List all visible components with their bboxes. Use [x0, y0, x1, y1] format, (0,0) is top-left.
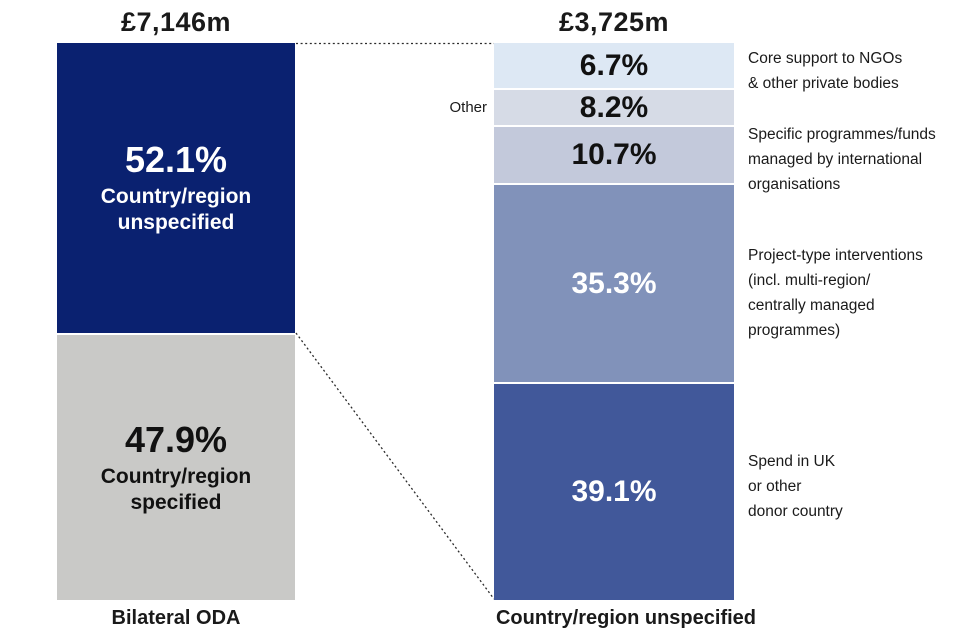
segment-label	[101, 184, 252, 236]
segment-percentage: 47.9%	[124, 418, 228, 460]
left-bar-total-label: £7,146m	[120, 7, 232, 37]
segment-label	[101, 464, 252, 516]
other-segment-label: Other	[449, 99, 487, 116]
segment-percentage: 52.1%	[124, 139, 228, 180]
annotation-line: Specific programmes/funds	[748, 126, 936, 143]
annotation-specific-programmes	[748, 122, 960, 197]
annotation-line: Core support to NGOs	[748, 50, 903, 67]
segment-label-line: unspecified	[117, 211, 235, 234]
segment-percentage: 39.1%	[571, 475, 657, 508]
right-bar-axis-label: Country/region unspecified	[495, 607, 757, 629]
segment-other	[494, 88, 734, 125]
segment-percentage: 10.7%	[571, 138, 657, 171]
connector-diagonal-line	[296, 333, 494, 599]
segment-specific-programmes	[494, 125, 734, 183]
annotation-project-type-interventions	[748, 243, 960, 343]
segment-core-support-ngos	[494, 43, 734, 88]
segment-percentage: 35.3%	[571, 266, 657, 300]
left-bar-axis-label: Bilateral ODA	[111, 607, 241, 629]
annotation-line: organisations	[748, 176, 841, 193]
segment-percentage: 6.7%	[579, 48, 649, 82]
right-bar-total-label: £3,725m	[558, 7, 670, 37]
annotation-line: centrally managed	[748, 297, 875, 314]
annotation-line: (incl. multi-region/	[748, 272, 871, 289]
segment-label-line: Country/region	[100, 464, 252, 488]
segment-project-type-interventions	[494, 183, 734, 382]
annotation-line: donor country	[748, 503, 843, 520]
annotation-spend-in-uk	[748, 449, 960, 524]
annotation-line: & other private bodies	[748, 75, 899, 92]
segment-country-region-specified	[57, 333, 295, 600]
country-region-unspecified-bar	[494, 43, 734, 600]
annotation-line: managed by international	[748, 151, 923, 168]
annotation-line: or other	[748, 478, 802, 495]
annotation-line: Project-type interventions	[748, 247, 923, 264]
segment-label-line: Country/region	[100, 185, 252, 208]
bilateral-oda-bar	[57, 43, 295, 600]
annotation-core-support-ngos	[748, 46, 960, 96]
annotation-line: programmes)	[748, 322, 841, 339]
segment-spend-in-uk	[494, 382, 734, 600]
segment-country-region-unspecified	[57, 43, 295, 333]
annotation-line: Spend in UK	[748, 453, 836, 470]
segment-percentage: 8.2%	[579, 90, 649, 124]
segment-label-line: specified	[130, 490, 222, 514]
